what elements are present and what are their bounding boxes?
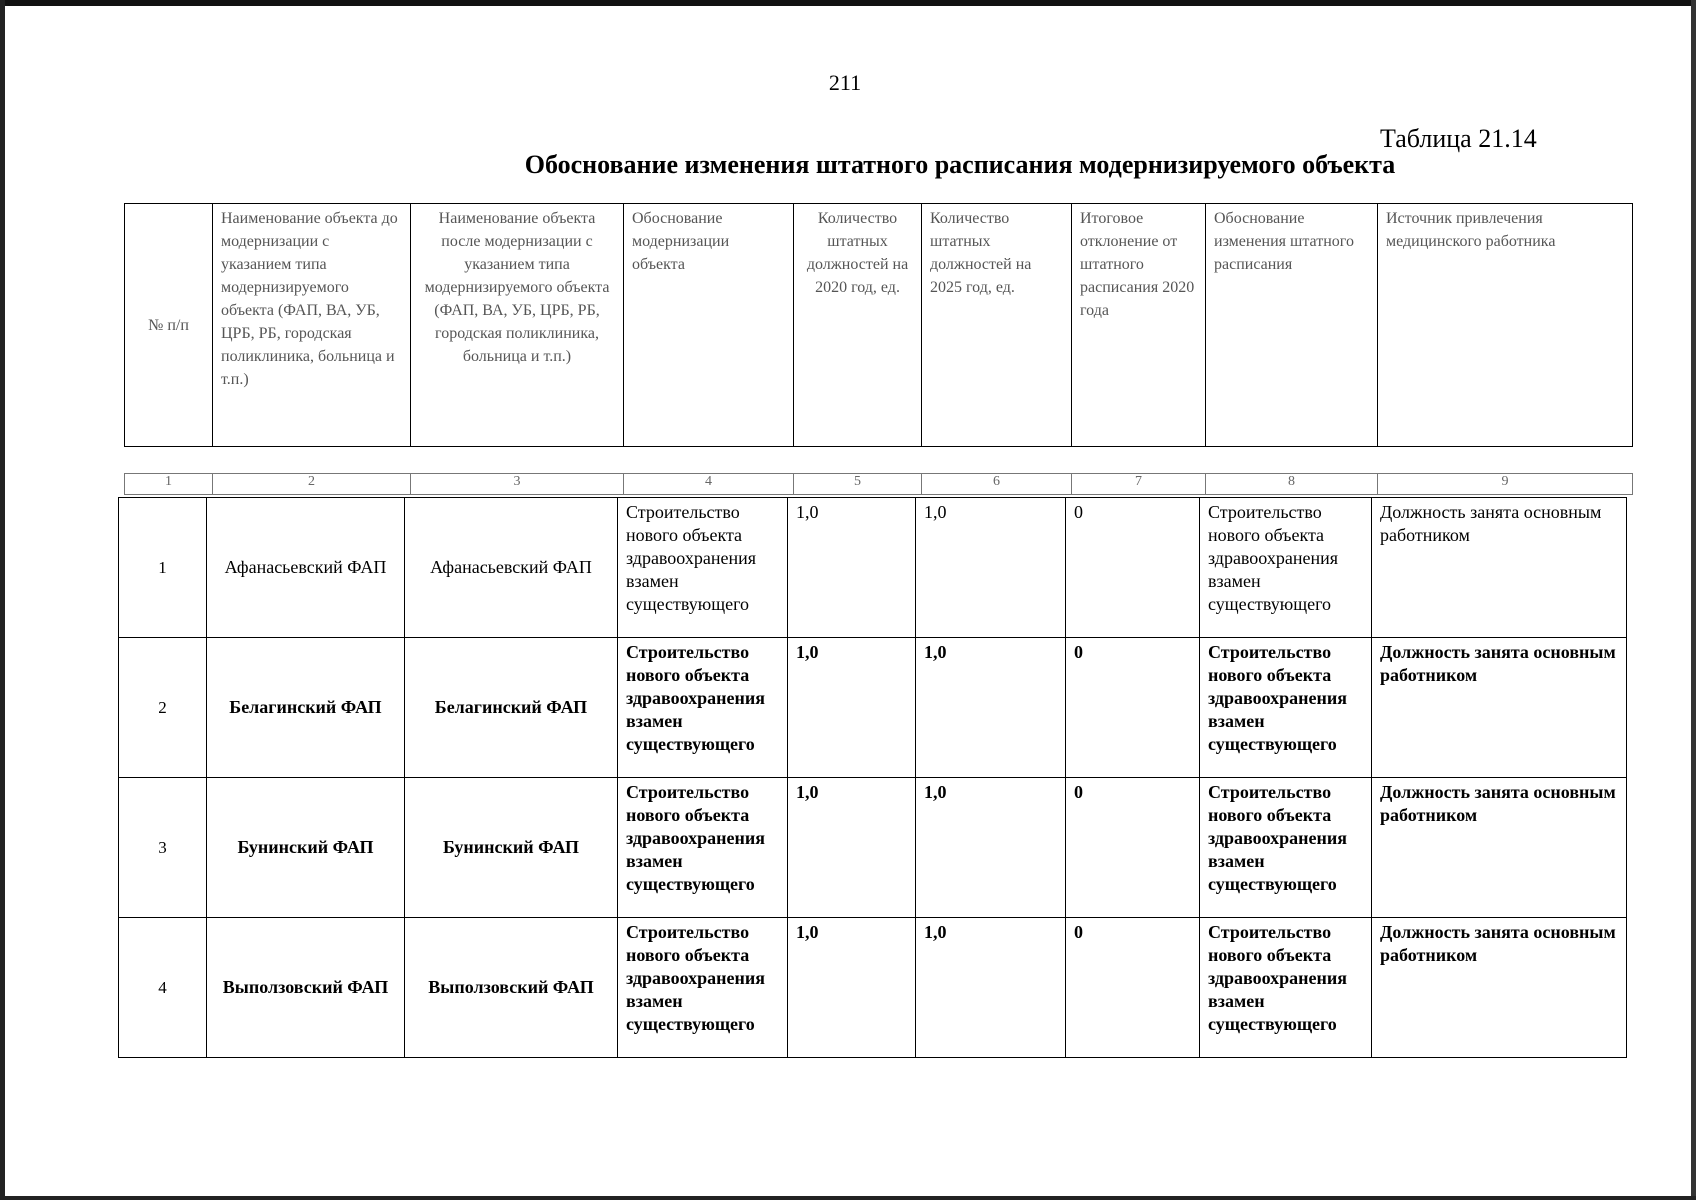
justification-cell: Строительство нового объекта здравоохранения взамен существующего (618, 778, 788, 918)
staff-justification-cell: Строительство нового объекта здравоохранения взамен существующего (1200, 778, 1372, 918)
header-row (125, 204, 1633, 447)
name-after-cell: Бунинский ФАП (405, 778, 618, 918)
column-number: 6 (922, 474, 1072, 495)
scan-border-top (0, 0, 1696, 6)
deviation-cell: 0 (1066, 498, 1200, 638)
name-after-cell: Белагинский ФАП (405, 638, 618, 778)
column-number: 8 (1206, 474, 1378, 495)
staff-2020-cell: 1,0 (788, 778, 916, 918)
document-title: Обоснование изменения штатного расписания модернизируемого объекта (524, 150, 1396, 179)
staff-2025-cell: 1,0 (916, 778, 1066, 918)
header-cell: Наименование объекта до модернизации с указанием типа модернизируемого объекта (ФАП, ВА, УБ, ЦРБ, РБ, городская поликлиника, больница и т.п.) (213, 204, 411, 447)
column-number: 5 (794, 474, 922, 495)
column-number: 3 (411, 474, 624, 495)
staff-justification-cell: Строительство нового объекта здравоохранения взамен существующего (1200, 638, 1372, 778)
name-before-cell: Белагинский ФАП (207, 638, 405, 778)
name-after-cell: Выползовский ФАП (405, 918, 618, 1058)
table-row (119, 498, 1627, 638)
table-row (119, 638, 1627, 778)
source-cell: Должность занята основным работником (1372, 918, 1627, 1058)
header-cell: Количество штатных должностей на 2025 год, ед. (922, 204, 1072, 447)
column-number-row (125, 474, 1633, 495)
justification-cell: Строительство нового объекта здравоохранения взамен существующего (618, 638, 788, 778)
column-number: 2 (213, 474, 411, 495)
staff-2020-cell: 1,0 (788, 498, 916, 638)
staff-2025-cell: 1,0 (916, 498, 1066, 638)
header-cell: Источник привлечения медицинского работника (1378, 204, 1633, 447)
justification-cell: Строительство нового объекта здравоохранения взамен существующего (618, 498, 788, 638)
header-cell: Количество штатных должностей на 2020 год, ед. (794, 204, 922, 447)
header-cell: Обоснование изменения штатного расписания (1206, 204, 1378, 447)
staff-justification-cell: Строительство нового объекта здравоохранения взамен существующего (1200, 498, 1372, 638)
source-cell: Должность занята основным работником (1372, 638, 1627, 778)
table-row (119, 918, 1627, 1058)
column-number: 7 (1072, 474, 1206, 495)
source-cell: Должность занята основным работником (1372, 498, 1627, 638)
scan-border-right (1691, 0, 1696, 1200)
column-number-table (124, 473, 1633, 495)
header-table (124, 203, 1633, 447)
name-before-cell: Бунинский ФАП (207, 778, 405, 918)
staff-2025-cell: 1,0 (916, 918, 1066, 1058)
header-cell: Итоговое отклонение от штатного расписания 2020 года (1072, 204, 1206, 447)
column-number: 4 (624, 474, 794, 495)
header-cell: Обоснование модернизации объекта (624, 204, 794, 447)
scan-border-bottom (0, 1196, 1696, 1200)
name-before-cell: Выползовский ФАП (207, 918, 405, 1058)
staff-justification-cell: Строительство нового объекта здравоохранения взамен существующего (1200, 918, 1372, 1058)
name-after-cell: Афанасьевский ФАП (405, 498, 618, 638)
deviation-cell: 0 (1066, 778, 1200, 918)
staff-2020-cell: 1,0 (788, 638, 916, 778)
table-row (119, 778, 1627, 918)
staff-2025-cell: 1,0 (916, 638, 1066, 778)
page-number: 211 (828, 70, 862, 95)
staff-2020-cell: 1,0 (788, 918, 916, 1058)
row-number: 3 (119, 778, 207, 918)
header-cell: Наименование объекта после модернизации с указанием типа модернизируемого объекта (ФАП, ВА, УБ, ЦРБ, РБ, городская поликлиника, больница и т.п.) (411, 204, 624, 447)
row-number: 4 (119, 918, 207, 1058)
table-label: Таблица 21.14 (1380, 124, 1537, 153)
deviation-cell: 0 (1066, 918, 1200, 1058)
name-before-cell: Афанасьевский ФАП (207, 498, 405, 638)
column-number: 1 (125, 474, 213, 495)
header-cell: № п/п (125, 204, 213, 447)
row-number: 2 (119, 638, 207, 778)
data-table (118, 497, 1627, 1058)
column-number: 9 (1378, 474, 1633, 495)
row-number: 1 (119, 498, 207, 638)
deviation-cell: 0 (1066, 638, 1200, 778)
source-cell: Должность занята основным работником (1372, 778, 1627, 918)
scan-border-left (0, 0, 5, 1200)
justification-cell: Строительство нового объекта здравоохранения взамен существующего (618, 918, 788, 1058)
